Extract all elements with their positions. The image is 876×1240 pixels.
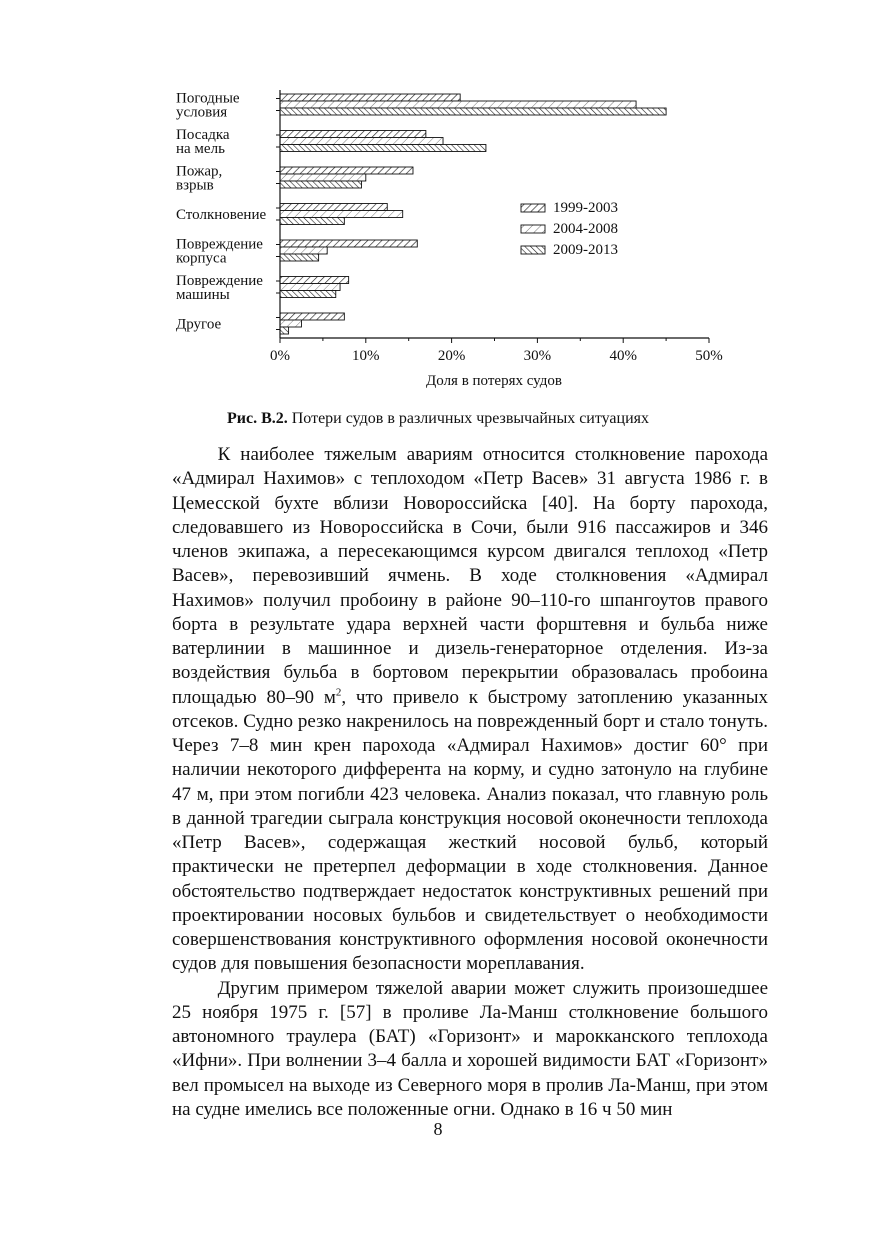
legend-swatch-2009-2013 — [521, 246, 545, 254]
legend-swatch-1999-2003 — [521, 204, 545, 212]
bar-1999-2003-4 — [280, 240, 417, 247]
x-axis-title: Доля в потерях судов — [426, 373, 562, 389]
category-label-6-0: Другое — [176, 316, 222, 333]
bar-1999-2003-0 — [280, 94, 460, 101]
category-label-0-1: условия — [176, 104, 228, 121]
bar-1999-2003-2 — [280, 167, 413, 174]
x-tick-label-3: 30% — [523, 348, 552, 364]
paragraph-1-part-1: К наиболее тяжелым авариям относится столкновение парохода «Адмирал Нахимов» с теплоходом «Петр Васев» 31 августа 1986 г. в Цемесской бухте вблизи Новороссийска [40]. На борту парохода, следовавшего из Новороссийска в Сочи, были 916 пассажиров и 346 членов экипажа, а пересекающимся курсом двигался теплоход «Петр Васев», перевозивший ячмень. В ходе столкновения «Адмирал Нахимов» получил пробоину в районе 90–110-го шпангоутов правого борта в результате удара верхней части форштевня и бульба ниже ватерлинии в машинное и дизель-генераторное отделения. Из-за воздействия бульба в бортовом перекрытии образовалась пробоина площадью 80–90 м — [172, 444, 768, 708]
caption-text: Потери судов в различных чрезвычайных ситуациях — [287, 410, 650, 427]
bar-2009-2013-0 — [280, 108, 666, 115]
x-tick-label-1: 10% — [352, 348, 380, 364]
category-label-2-1: взрыв — [176, 177, 214, 194]
legend-swatch-2004-2008 — [521, 225, 545, 233]
bar-2009-2013-5 — [280, 291, 336, 298]
bar-2009-2013-1 — [280, 145, 486, 152]
x-tick-label-4: 40% — [609, 348, 637, 364]
body-text — [172, 443, 768, 1122]
bar-chart — [160, 80, 740, 400]
category-label-3-0: Столкновение — [176, 207, 267, 223]
bar-2004-2008-4 — [280, 247, 327, 254]
bar-2009-2013-4 — [280, 254, 319, 261]
bar-1999-2003-5 — [280, 277, 349, 284]
category-label-2-0: Пожар, — [176, 163, 223, 180]
bar-2004-2008-5 — [280, 284, 340, 291]
bar-1999-2003-6 — [280, 313, 344, 320]
caption-label: Рис. В.2. — [226, 410, 288, 427]
bar-2004-2008-2 — [280, 174, 366, 181]
paragraph-1 — [172, 443, 768, 977]
bar-2004-2008-0 — [280, 101, 636, 108]
superscript-2: 2 — [335, 686, 342, 699]
bar-1999-2003-3 — [280, 204, 387, 211]
legend-label-2004-2008: 2004-2008 — [553, 221, 618, 237]
bar-2004-2008-1 — [280, 138, 443, 145]
category-label-1-1: на мель — [176, 141, 225, 157]
category-label-5-1: машины — [176, 287, 230, 303]
legend — [521, 200, 618, 258]
category-label-5-0: Повреждение — [176, 273, 263, 289]
category-label-4-1: корпуса — [176, 250, 227, 267]
paragraph-2: Другим примером тяжелой аварии может служить произошедшее 25 ноября 1975 г. [57] в проливе Ла-Манш столкновение большого автономного траулера (БАТ) «Горизонт» и марокканского теплохода «Ифни». При волнении 3–4 балла и хорошей видимости БАТ «Горизонт» вел промысел на выходе из Северного моря в пролив Ла-Манш, при этом на судне имелись все положенные огни. Однако в 16 ч 50 мин — [172, 977, 768, 1120]
legend-label-1999-2003: 1999-2003 — [553, 200, 618, 216]
category-label-1-0: Посадка — [176, 127, 230, 143]
bar-2009-2013-2 — [280, 181, 362, 188]
legend-label-2009-2013: 2009-2013 — [553, 242, 618, 258]
bar-2009-2013-6 — [280, 327, 289, 334]
x-tick-label-5: 50% — [695, 348, 723, 364]
figure — [160, 80, 740, 400]
bar-2004-2008-3 — [280, 211, 403, 218]
category-labels — [176, 91, 266, 333]
x-tick-label-2: 20% — [437, 348, 466, 364]
bar-2004-2008-6 — [280, 320, 301, 327]
paragraph-1-part-2: , что привело к быстрому затоплению указанных отсеков. Судно резко накренилось на поврежденный борт и стало тонуть. Через 7–8 мин крен парохода «Адмирал Нахимов» достиг 60° при наличии некоторого дифферента на корму, и судно затонуло на глубине 47 м, при этом погибли 423 человека. Анализ показал, что главную роль в данной трагедии сыграла конструкция носовой оконечности теплохода «Петр Васев», содержащая жесткий носовой бульб, который практически не претерпел деформации в ходе столкновения. Данное обстоятельство подтверждает недостаток конструктивных решений при проектировании носовых бульбов и свидетельствует о необходимости совершенствования конструктивного оформления носовой оконечности судов для повышения безопасности мореплавания. — [172, 686, 768, 975]
page-number: 8 — [433, 1119, 443, 1139]
x-tick-label-0: 0% — [270, 348, 290, 364]
figure-caption — [0, 409, 876, 429]
bar-1999-2003-1 — [280, 131, 426, 138]
category-label-0-0: Погодные — [176, 90, 240, 107]
category-label-4-0: Повреждение — [176, 236, 263, 253]
bar-2009-2013-3 — [280, 218, 344, 225]
